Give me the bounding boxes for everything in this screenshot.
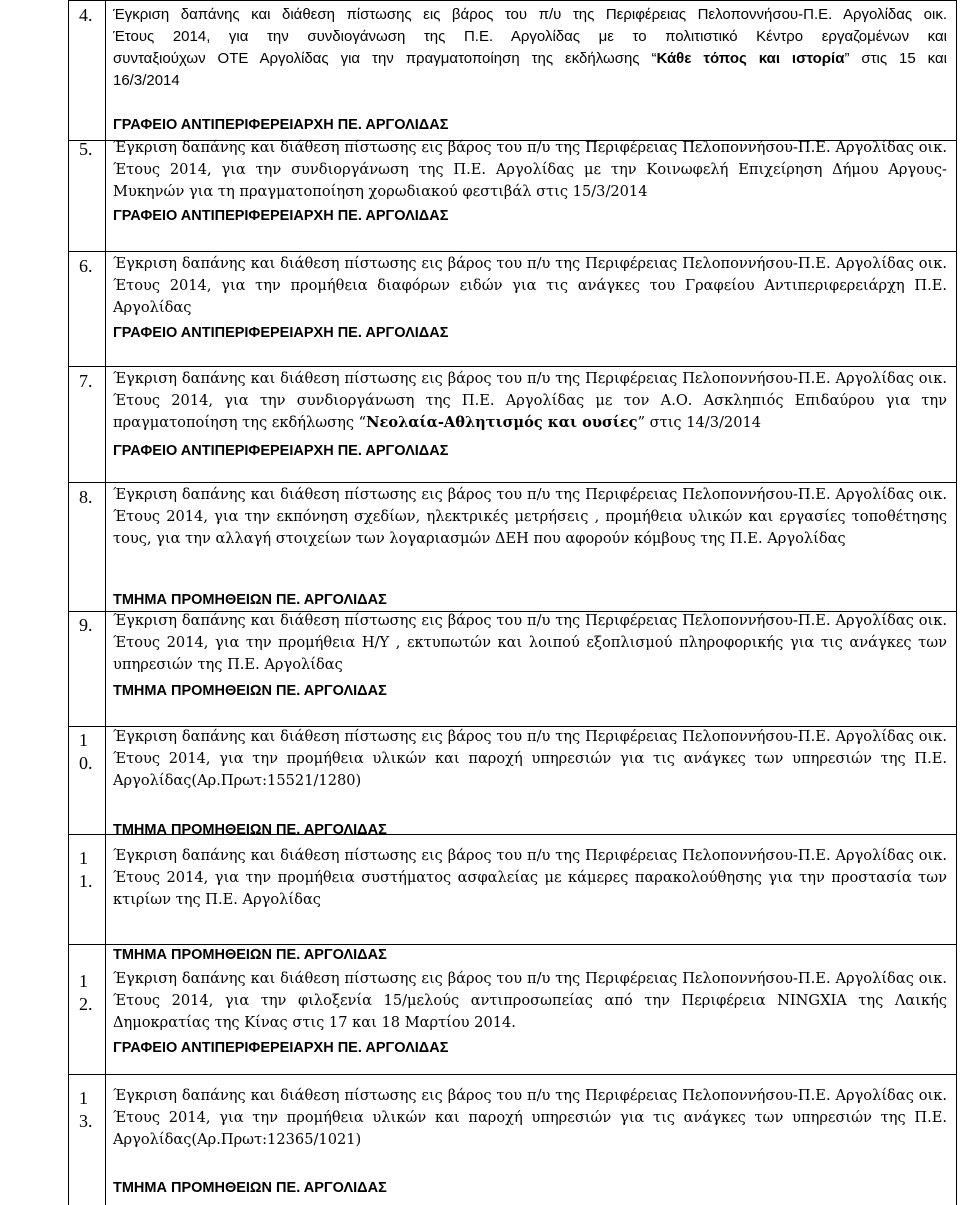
description-line: συνταξιούχων ΟΤΕ Αργολίδας για την πραγματοποίηση της εκδήλωσης “Κάθε τόπος και ιστορία” στις 15 και: [113, 50, 947, 67]
item-number-rest: 1.: [79, 871, 93, 891]
description-line: Έτους 2014, για την προμήθεια διαφόρων ειδών για τις ανάγκες του Γραφείου Αντιπεριφερειάρχη Π.Ε.: [113, 277, 947, 294]
row-separator: [68, 482, 956, 483]
description-line: Μυκηνών για τη πραγματοποίηση χορωδιακού φεστιβάλ στις 15/3/2014: [113, 183, 648, 200]
responsible-office: ΓΡΑΦΕΙΟ ΑΝΤΙΠΕΡΙΦΕΡΕΙΑΡΧΗ ΠΕ. ΑΡΓΟΛΙΔΑΣ: [113, 208, 449, 224]
table-border-left: [68, 0, 69, 1205]
item-description: [113, 4, 947, 92]
item-number: [79, 729, 105, 775]
item-description: [113, 726, 947, 792]
item-number: 5.: [79, 139, 93, 159]
table-border-column: [105, 0, 106, 1205]
description-line: Έγκριση δαπάνης και διάθεση πίστωσης εις βάρος του π/υ της Περιφέρειας Πελοποννήσου-Π.Ε. Αργολίδας οικ.: [113, 139, 947, 156]
description-line: Έγκριση δαπάνης και διάθεση πίστωσης εις βάρος του π/υ της Περιφέρειας Πελοποννήσου-Π.Ε. Αργολίδας οικ.: [113, 612, 947, 629]
item-number-rest: 0.: [79, 753, 93, 773]
row-separator: [68, 0, 956, 1]
description-line: Έγκριση δαπάνης και διάθεση πίστωσης εις βάρος του π/υ της Περιφέρειας Πελοποννήσου-Π.Ε. Αργολίδας οικ.: [113, 486, 947, 503]
responsible-office: ΤΜΗΜΑ ΠΡΟΜΗΘΕΙΩΝ ΠΕ. ΑΡΓΟΛΙΔΑΣ: [113, 683, 387, 699]
description-line: Έτους 2014, για την συνδιογάνωση της Π.Ε. Αργολίδας με το πολιτιστικό Κέντρο εργαζομένων και: [113, 28, 947, 45]
item-number: [79, 1087, 105, 1133]
item-number-rest: 3.: [79, 1111, 93, 1131]
item-number: 4.: [79, 5, 93, 25]
table-border-right: [956, 0, 957, 1205]
event-title: Κάθε τόπος και ιστορία: [656, 50, 845, 67]
description-line: κτιρίων της Π.Ε. Αργολίδας: [113, 891, 321, 908]
item-number: 8.: [79, 487, 93, 507]
description-line: Έτους 2014, για την προμήθεια Η/Υ , εκτυπωτών και λοιπού εξοπλισμού πληροφορικής για τις ανάγκες των: [113, 634, 947, 651]
description-line: Έγκριση δαπάνης και διάθεση πίστωσης εις βάρος του π/υ της Περιφέρειας Πελοποννήσου-Π.Ε. Αργολίδας οικ.: [113, 847, 947, 864]
item-description: [113, 368, 947, 434]
item-number-rest: 2.: [79, 994, 93, 1014]
description-line: Έτους 2014, για την προμήθεια συστήματος ασφαλείας με κάμερες παρακολούθησης για την προστασία των: [113, 869, 947, 886]
item-number-first-digit: 1: [79, 730, 88, 750]
responsible-office: ΤΜΗΜΑ ΠΡΟΜΗΘΕΙΩΝ ΠΕ. ΑΡΓΟΛΙΔΑΣ: [113, 1180, 387, 1196]
responsible-office: ΓΡΑΦΕΙΟ ΑΝΤΙΠΕΡΙΦΕΡΕΙΑΡΧΗ ΠΕ. ΑΡΓΟΛΙΔΑΣ: [113, 1040, 449, 1056]
item-number: [79, 847, 105, 893]
item-description: [113, 253, 947, 319]
item-number: 9.: [79, 615, 93, 635]
item-description: [113, 845, 947, 911]
description-line: Έγκριση δαπάνης και διάθεση πίστωσης εις βάρος του π/υ της Περιφέρειας Πελοποννήσου-Π.Ε. Αργολίδας οικ.: [113, 255, 947, 272]
description-line: Έτους 2014, για την συνδιοργάνωση της Π.Ε. Αργολίδας με τον Α.Ο. Ασκληπιός Επιδαύρου για την: [113, 392, 947, 409]
responsible-office: ΤΜΗΜΑ ΠΡΟΜΗΘΕΙΩΝ ΠΕ. ΑΡΓΟΛΙΔΑΣ: [113, 822, 387, 838]
description-line: τους, για την αλλαγή στοιχείων των λογαριασμών ΔΕΗ που αφορούν κόμβους της Π.Ε. Αργολίδας: [113, 530, 846, 547]
description-line: Έγκριση δαπάνης και διάθεση πίστωσης εις βάρος του π/υ της Περιφέρειας Πελοποννήσου-Π.Ε. Αργολίδας οικ.: [113, 1087, 947, 1104]
responsible-office: ΓΡΑΦΕΙΟ ΑΝΤΙΠΕΡΙΦΕΡΕΙΑΡΧΗ ΠΕ. ΑΡΓΟΛΙΔΑΣ: [113, 325, 449, 341]
item-description: [113, 610, 947, 676]
item-description: [113, 1085, 947, 1151]
event-title: Νεολαία-Αθλητισμός και ουσίες: [366, 414, 638, 431]
responsible-office: ΓΡΑΦΕΙΟ ΑΝΤΙΠΕΡΙΦΕΡΕΙΑΡΧΗ ΠΕ. ΑΡΓΟΛΙΔΑΣ: [113, 117, 449, 133]
row-separator: [68, 251, 956, 252]
description-line: Έγκριση δαπάνης και διάθεση πίστωσης εις βάρος του π/υ της Περιφέρειας Πελοποννήσου-Π.Ε. Αργολίδας οικ.: [113, 728, 947, 745]
description-line: Έτους 2014, για την φιλοξενία 15/μελούς αντιπροσωπείας από την Περιφέρεια NINGXIA της Λαικής: [113, 992, 947, 1009]
item-number-first-digit: 1: [79, 1088, 88, 1108]
description-line: Έτους 2014, για την προμήθεια υλικών και παροχή υπηρεσιών για τις ανάγκες των υπηρεσιών της Π.Ε.: [113, 750, 947, 767]
responsible-office: ΤΜΗΜΑ ΠΡΟΜΗΘΕΙΩΝ ΠΕ. ΑΡΓΟΛΙΔΑΣ: [113, 947, 387, 963]
row-separator: [68, 1074, 956, 1075]
item-number-first-digit: 1: [79, 848, 88, 868]
item-description: [113, 968, 947, 1034]
description-line: Έγκριση δαπάνης και διάθεση πίστωσης εις βάρος του π/υ της Περιφέρειας Πελοποννήσου-Π.Ε. Αργολίδας οικ.: [113, 370, 947, 387]
description-line: Έγκριση δαπάνης και διάθεση πίστωσης εις βάρος του π/υ της Περιφέρειας Πελοποννήσου-Π.Ε. Αργολίδας οικ.: [113, 6, 947, 23]
description-line: 16/3/2014: [113, 72, 180, 89]
description-line: Έτους 2014, για την προμήθεια υλικών και παροχή υπηρεσιών για τις ανάγκες των υπηρεσιών της Π.Ε.: [113, 1109, 947, 1126]
item-description: [113, 137, 947, 203]
description-line: πραγματοποίηση της εκδήλωσης “Νεολαία-Αθλητισμός και ουσίες” στις 14/3/2014: [113, 414, 762, 431]
responsible-office: ΓΡΑΦΕΙΟ ΑΝΤΙΠΕΡΙΦΕΡΕΙΑΡΧΗ ΠΕ. ΑΡΓΟΛΙΔΑΣ: [113, 443, 449, 459]
description-line: Αργολίδας(Αρ.Πρωτ:15521/1280): [113, 772, 362, 789]
responsible-office: ΤΜΗΜΑ ΠΡΟΜΗΘΕΙΩΝ ΠΕ. ΑΡΓΟΛΙΔΑΣ: [113, 592, 387, 608]
row-separator: [68, 366, 956, 367]
item-number: 6.: [79, 256, 93, 276]
description-line: Αργολίδας(Αρ.Πρωτ:12365/1021): [113, 1131, 362, 1148]
item-number-first-digit: 1: [79, 971, 88, 991]
item-number: 7.: [79, 371, 93, 391]
item-number: [79, 970, 105, 1016]
description-line: Έτους 2014, για την εκπόνηση σχεδίων, ηλεκτρικές μετρήσεις , προμήθεια υλικών και εργασίες τοποθέτησης: [113, 508, 947, 525]
description-line: υπηρεσιών της Π.Ε. Αργολίδας: [113, 656, 343, 673]
description-line: Έγκριση δαπάνης και διάθεση πίστωσης εις βάρος του π/υ της Περιφέρειας Πελοποννήσου-Π.Ε. Αργολίδας οικ.: [113, 970, 947, 987]
description-line: Έτους 2014, για την συνδιοργάνωση της Π.Ε. Αργολίδας με την Κοινωφελή Επιχείρηση Δήμου Αργους-: [113, 161, 947, 178]
description-line: Αργολίδας: [113, 299, 192, 316]
item-description: [113, 484, 947, 550]
description-line: Δημοκρατίας της Κίνας στις 17 και 18 Μαρτίου 2014.: [113, 1014, 516, 1031]
row-separator: [68, 944, 956, 945]
